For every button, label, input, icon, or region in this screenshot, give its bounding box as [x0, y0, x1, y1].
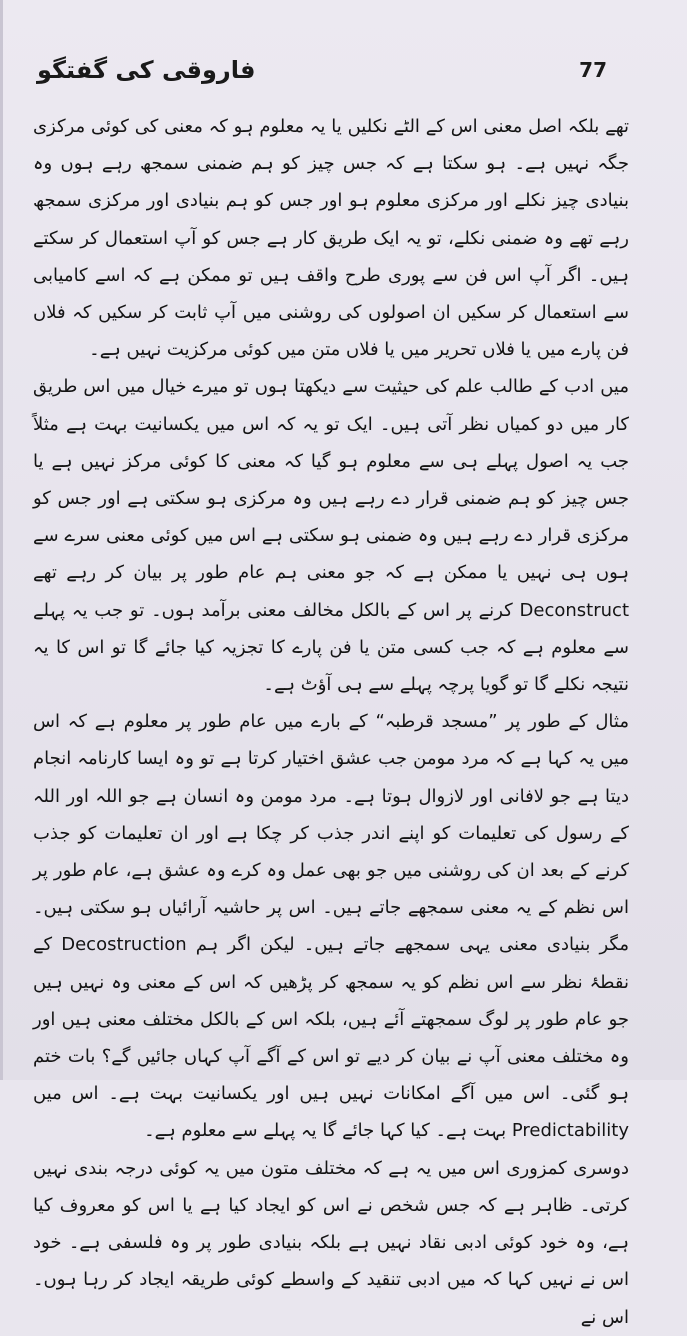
paragraph-3: مثال کے طور پر ”مسجد قرطبہ“ کے بارے میں عام طور پر معلوم ہے کہ اس میں یہ کہا ہے کہ مرد مومن جب عشق اختیار کرتا ہے تو وہ ایسا کارنامہ انجام دیتا ہے جو لافانی اور لازوال ہوتا ہے۔ مرد مومن وہ انسان ہے جو اللہ اور اللہ کے رسول کی تعلیمات کو اپنے اندر جذب کر چکا ہے اور ان تعلیمات کو جذب کرنے کے بعد ان کی روشنی میں جو بھی عمل وہ کرے وہ عشق ہے، عام طور پر اس نظم کے یہ معنی سمجھے جاتے ہیں۔ اس پر حاشیہ آرائیاں ہو سکتی ہیں۔ مگر بنیادی معنی یہی سمجھے جاتے ہیں۔ لیکن اگر ہم Decostruction کے نقطۂ نظر سے اس نظم کو یہ سمجھ کر پڑھیں کہ اس کے معنی وہ نہیں ہیں جو عام طور پر لوگ سمجھتے آئے ہیں، بلکہ اس کے بالکل مختلف معنی ہیں اور وہ مختلف معنی آپ نے بیان کر دیے تو اس کے آگے آپ کہاں جائیں گے؟ بات ختم ہو گئی۔ اس میں آگے امکانات نہیں ہیں اور یکسانیت بہت ہے۔ اس میں Predictability بہت ہے۔ کیا کہا جائے گا یہ پہلے سے معلوم ہے۔ — [33, 711, 629, 1142]
body-text — [33, 108, 629, 1336]
page-header — [37, 54, 607, 94]
page-number: 77 — [579, 58, 607, 82]
running-head: فاروقی کی گفتگو — [37, 56, 256, 84]
paragraph-1: تھے بلکہ اصل معنی اس کے الٹے نکلیں یا یہ معلوم ہو کہ معنی کی کوئی مرکزی جگہ نہیں ہے۔ ہو سکتا ہے کہ جس چیز کو ہم ضمنی سمجھ رہے ہوں وہ بنیادی چیز نکلے اور مرکزی معلوم ہو اور جس کو ہم بنیادی اور مرکزی سمجھ رہے تھے وہ ضمنی نکلے، تو یہ ایک طریق کار ہے جس کو آپ استعمال کر سکتے ہیں۔ اگر آپ اس فن سے پوری طرح واقف ہیں تو ممکن ہے کہ اسے کامیابی سے استعمال کر سکیں ان اصولوں کی روشنی میں آپ ثابت کر سکیں کہ فلاں فن پارے میں یا فلاں تحریر میں یا فلاں متن میں کوئی مرکزیت نہیں ہے۔ — [33, 116, 629, 361]
paragraph-4: دوسری کمزوری اس میں یہ ہے کہ مختلف متون میں یہ کوئی درجہ بندی نہیں کرتی۔ ظاہر ہے کہ جس شخص نے اس کو ایجاد کیا ہے یا اس کو معروف کیا ہے، وہ خود کوئی ادبی نقاد نہیں ہے بلکہ بنیادی طور پر وہ فلسفی ہے۔ خود اس نے نہیں کہا کہ میں ادبی تنقید کے واسطے کوئی طریقہ ایجاد کر رہا ہوں۔ اس نے — [33, 1157, 629, 1328]
paragraph-2: میں ادب کے طالب علم کی حیثیت سے دیکھتا ہوں تو میرے خیال میں اس طریق کار میں دو کمیاں نظر آتی ہیں۔ ایک تو یہ کہ اس میں یکسانیت بہت ہے مثلاً جب یہ اصول پہلے ہی سے معلوم ہو گیا کہ معنی کا کوئی مرکز نہیں ہے یا جس چیز کو ہم ضمنی قرار دے رہے ہیں وہ مرکزی ہو سکتی ہے اور جس کو مرکزی قرار دے رہے ہیں وہ ضمنی ہو سکتی ہے اس میں کوئی معنی سرے سے ہوں ہی نہیں یا ممکن ہے کہ جو معنی ہم عام طور پر بیان کر رہے تھے Deconstruct کرنے پر اس کے بالکل مخالف معنی برآمد ہوں۔ تو جب یہ پہلے سے معلوم ہے کہ جب کسی متن یا فن پارے کا تجزیہ کیا جائے گا تو اس کا یہ نتیجہ نکلے گا تو گویا پرچہ پہلے سے ہی آؤٹ ہے۔ — [33, 376, 629, 696]
